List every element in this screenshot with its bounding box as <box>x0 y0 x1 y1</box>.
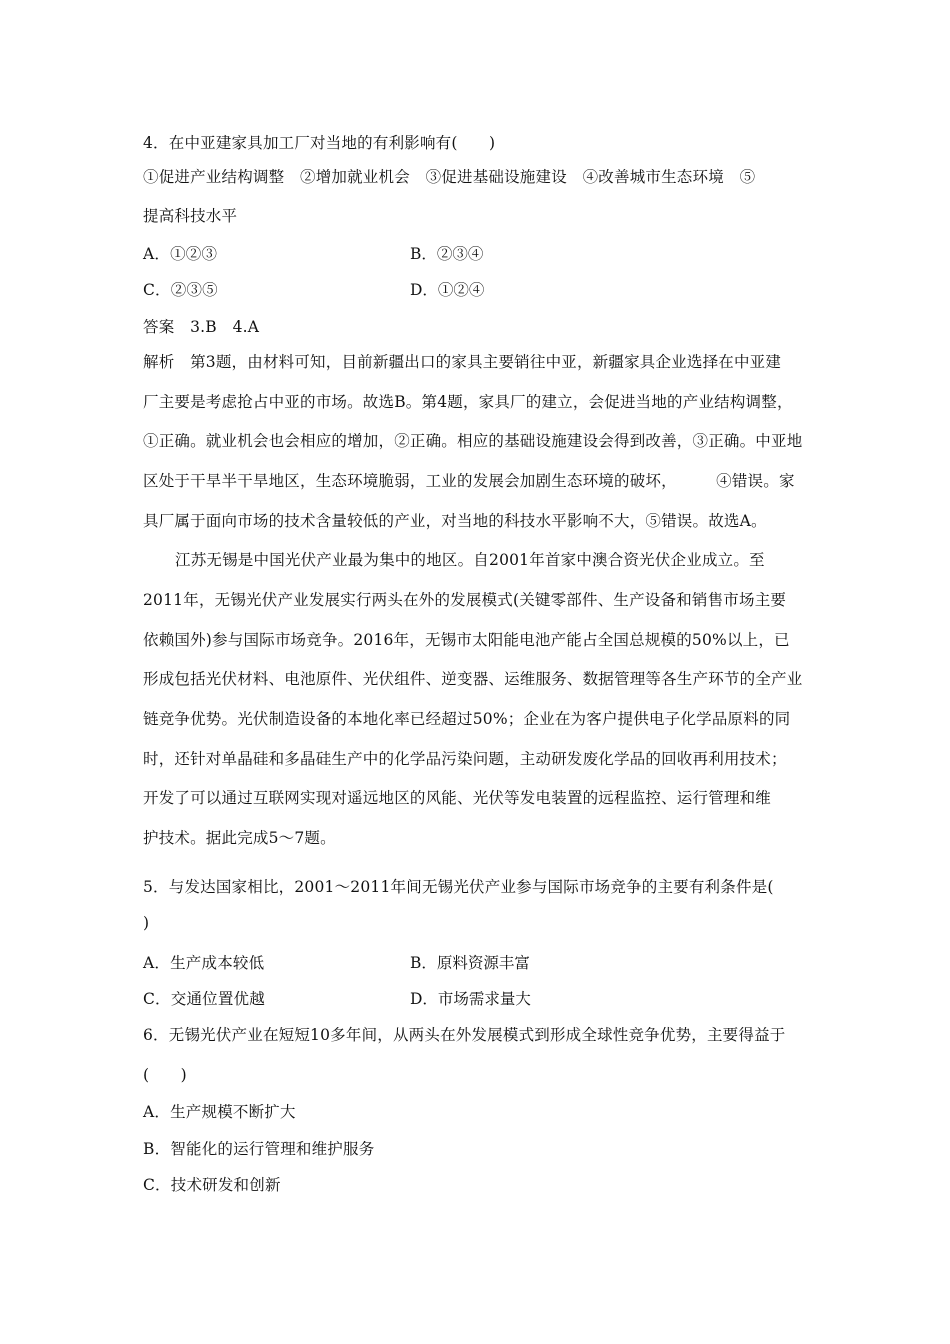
analysis-line: 具厂属于面向市场的技术含量较低的产业，对当地的科技水平影响不大，⑤错误。故选A。 <box>143 512 767 530</box>
q4-items-line1: ①促进产业结构调整 ②增加就业机会 ③促进基础设施建设 ④改善城市生态环境 ⑤ <box>143 168 756 186</box>
passage-line: 时，还针对单晶硅和多晶硅生产中的化学品污染问题，主动研发废化学品的回收再利用技术； <box>143 750 787 768</box>
q4-option-a: A．①②③ <box>143 245 218 263</box>
passage-line: 护技术。据此完成5～7题。 <box>143 829 336 847</box>
analysis-line: ①正确。就业机会也会相应的增加，②正确。相应的基础设施建设会得到改善，③正确。中亚地 <box>143 432 803 450</box>
q4-stem: 4．在中亚建家具加工厂对当地的有利影响有( ) <box>143 134 496 152</box>
q6-stem-cont: ( ) <box>143 1066 187 1084</box>
analysis-line: 厂主要是考虑抢占中亚的市场。故选B。第4题，家具厂的建立，会促进当地的产业结构调整， <box>143 393 793 411</box>
q6-option-c: C．技术研发和创新 <box>143 1176 281 1194</box>
q6-option-b: B．智能化的运行管理和维护服务 <box>143 1140 375 1158</box>
passage-line: 2011年，无锡光伏产业发展实行两头在外的发展模式(关键零部件、生产设备和销售市场主要 <box>143 591 787 609</box>
passage-line: 链竞争优势。光伏制造设备的本地化率已经超过50%；企业在为客户提供电子化学品原料的同 <box>143 710 791 728</box>
answer-line: 答案 3.B 4.A <box>143 318 260 336</box>
q5-option-c: C．交通位置优越 <box>143 990 265 1008</box>
q5-stem: 5．与发达国家相比，2001～2011年间无锡光伏产业参与国际市场竞争的主要有利条件是( <box>143 878 774 896</box>
q5-option-d: D．市场需求量大 <box>410 990 531 1008</box>
q4-option-d: D．①②④ <box>410 281 485 299</box>
passage-line: 开发了可以通过互联网实现对遥远地区的风能、光伏等发电装置的远程监控、运行管理和维 <box>143 789 772 807</box>
q6-option-a: A．生产规模不断扩大 <box>143 1103 296 1121</box>
passage-line: 江苏无锡是中国光伏产业最为集中的地区。自2001年首家中澳合资光伏企业成立。至 <box>175 551 765 569</box>
q4-option-c: C．②③⑤ <box>143 281 218 299</box>
q6-stem: 6．无锡光伏产业在短短10多年间，从两头在外发展模式到形成全球性竞争优势，主要得益于 <box>143 1026 786 1044</box>
q4-option-b: B．②③④ <box>410 245 484 263</box>
q4-items-line2: 提高科技水平 <box>143 207 238 225</box>
analysis-line: 解析 第3题，由材料可知，目前新疆出口的家具主要销往中亚，新疆家具企业选择在中亚建 <box>143 353 782 371</box>
q5-option-a: A．生产成本较低 <box>143 954 265 972</box>
q5-option-b: B．原料资源丰富 <box>410 954 530 972</box>
passage-line: 依赖国外)参与国际市场竞争。2016年，无锡市太阳能电池产能占全国总规模的50%以上，已 <box>143 631 790 649</box>
passage-line: 形成包括光伏材料、电池原件、光伏组件、逆变器、运维服务、数据管理等各生产环节的全产业 <box>143 670 803 688</box>
analysis-line: 区处于干旱半干旱地区，生态环境脆弱，工业的发展会加剧生态环境的破坏， ④错误。家 <box>143 472 795 490</box>
q5-stem-cont: ) <box>143 914 150 932</box>
